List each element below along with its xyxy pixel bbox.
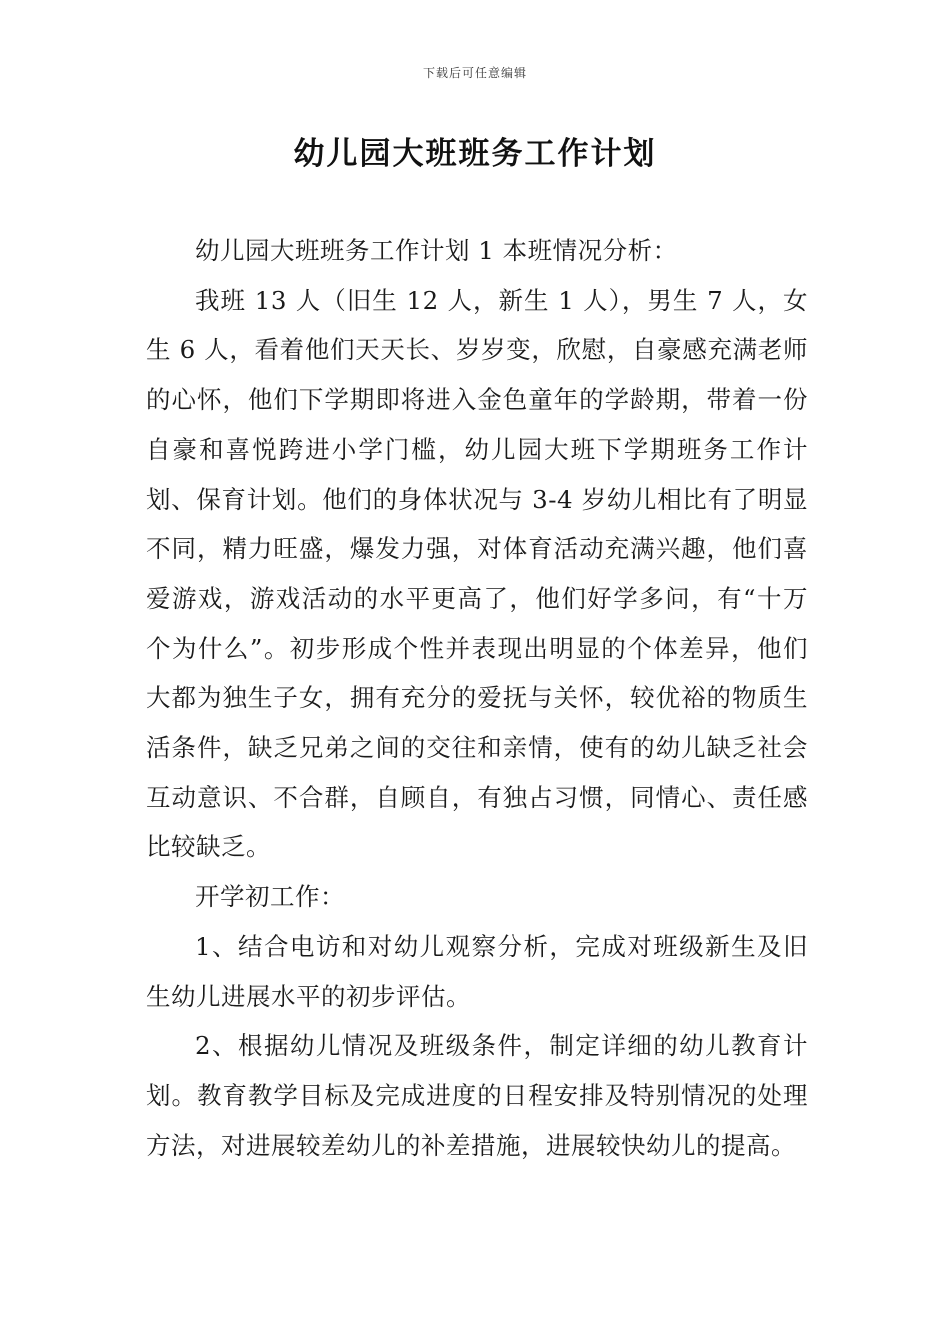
paragraph-intro: 幼儿园大班班务工作计划 1 本班情况分析： xyxy=(195,236,678,265)
paragraph-class-analysis: 我班 13 人（旧生 12 人，新生 1 人），男生 7 人，女生 6 人，看着他们天天长、岁岁变，欣慰，自豪感充满老师的心怀，他们下学期即将进入金色童年的学龄期，带着一份自豪和喜悦跨进小学门槛，幼儿园大班下学期班务工作计划、保育计划。他们的身体状况与 3-4 岁幼儿相比有了明显不同，精力旺盛，爆发力强，对体育活动充满兴趣，他们喜爱游戏，游戏活动的水平更高了，他们好学多问，有“十万个为什么”。初步形成个性并表现出明显的个体差异，他们大都为独生子女，拥有充分的爱抚与关怀，较优裕的物质生活条件，缺乏兄弟之间的交往和亲情，使有的幼儿缺乏社会互动意识、不合群，自顾自，有独占习惯，同情心、责任感比较缺乏。 xyxy=(146,285,808,862)
paragraph-item-1: 1、结合电访和对幼儿观察分析，完成对班级新生及旧生幼儿进展水平的初步评估。 xyxy=(146,931,808,1011)
paragraph-item-2: 2、根据幼儿情况及班级条件，制定详细的幼儿教育计划。教育教学目标及完成进度的日程安排及特别情况的处理方法，对进展较差幼儿的补差措施，进展较快幼儿的提高。 xyxy=(146,1031,808,1160)
document-body xyxy=(146,226,808,1170)
header-note: 下载后可任意编辑 xyxy=(422,66,527,80)
paragraph-start-work-heading: 开学初工作： xyxy=(195,882,345,912)
page-title: 幼儿园大班班务工作计划 xyxy=(293,136,657,172)
